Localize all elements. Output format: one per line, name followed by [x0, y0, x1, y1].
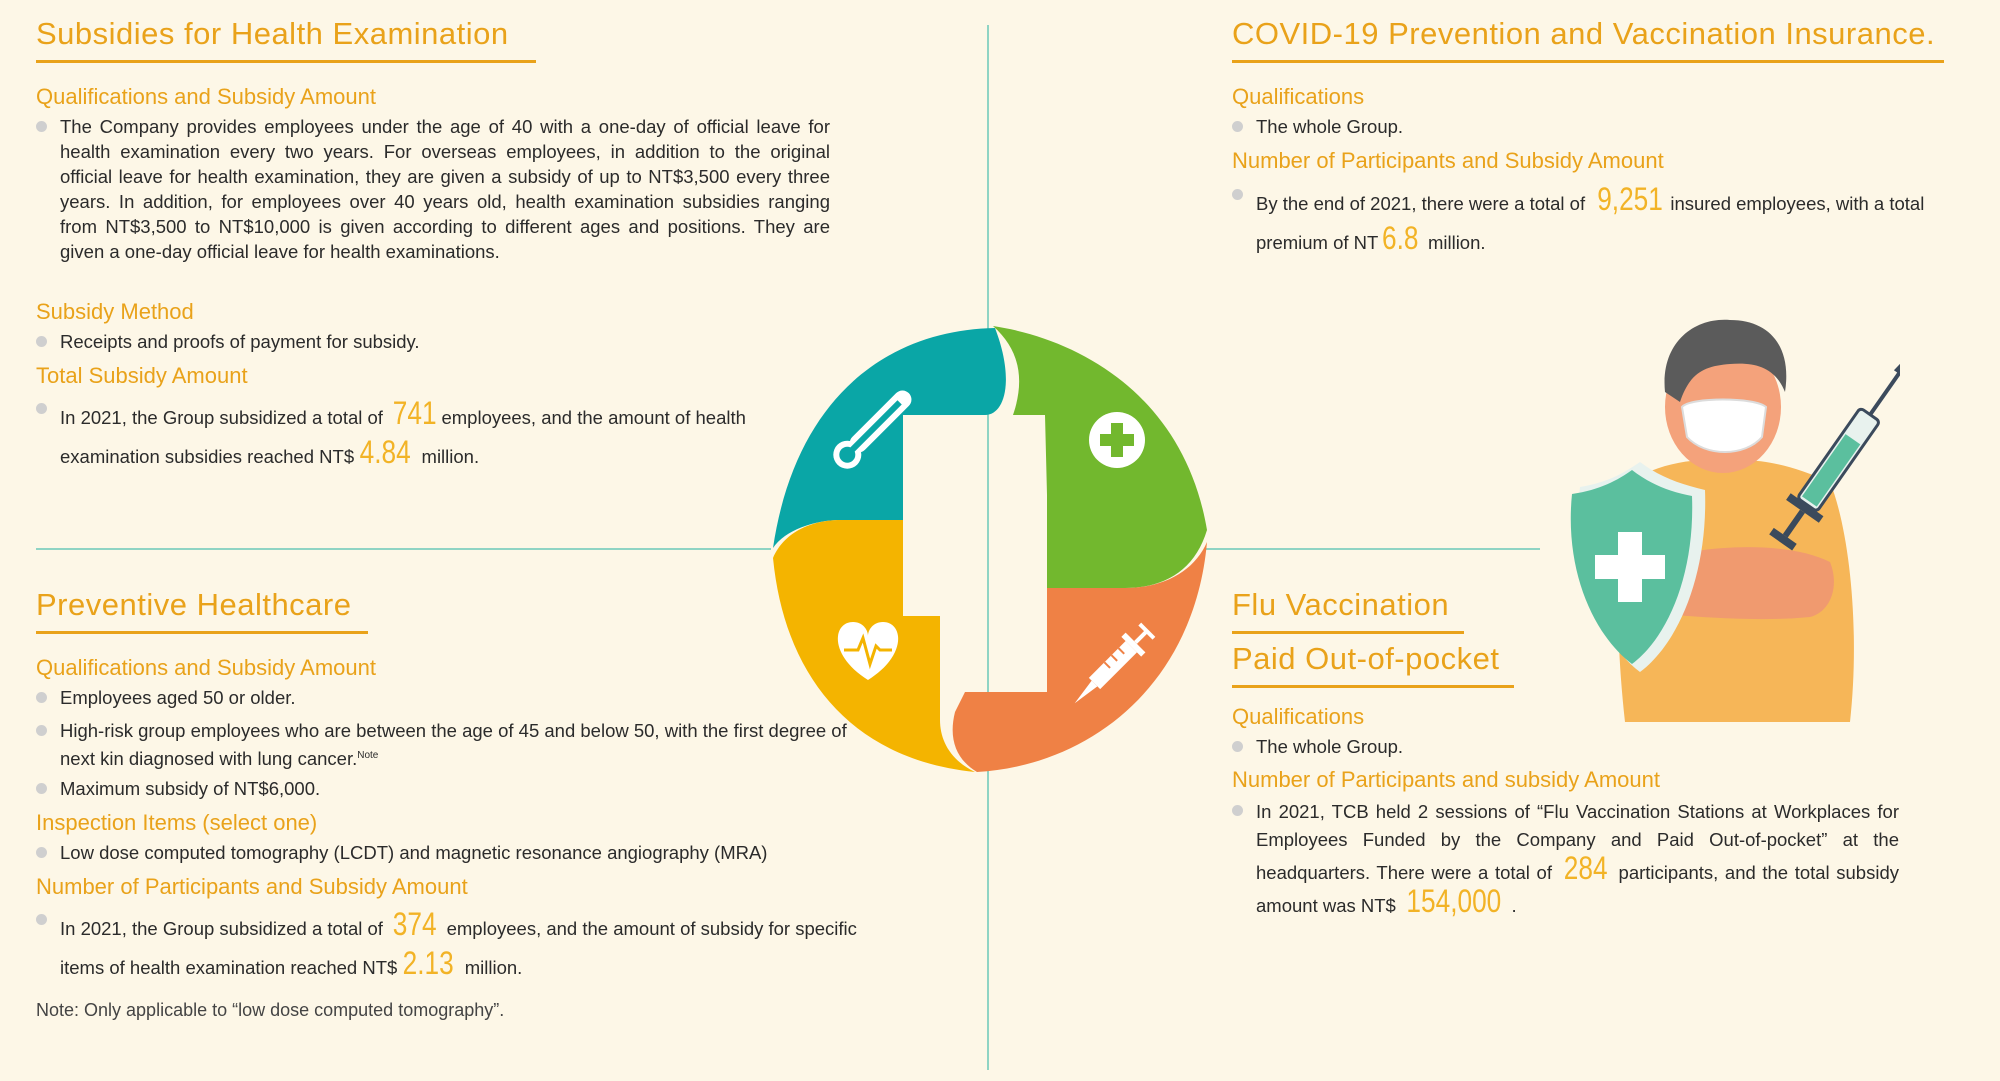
preventive-participants-heading: Number of Participants and Subsidy Amount [36, 874, 468, 899]
face-mask [1682, 400, 1766, 453]
health-exam-method-text: Receipts and proofs of payment for subsidy. [36, 329, 830, 354]
covid-title: COVID-19 Prevention and Vaccination Insurance. [1232, 16, 1944, 63]
vaccinated-person-illustration [1530, 312, 1900, 732]
preventive-qualifications-item-1: Employees aged 50 or older. [36, 685, 860, 710]
preventive-qualifications-item-2: High-risk group employees who are between the age of 45 and below 50, with the first degree of next kin diagnosed with lung cancer.$^{Note}$ [36, 718, 860, 771]
health-exam-title: Subsidies for Health Examination [36, 16, 536, 63]
health-exam-qualifications-text: The Company provides employees under the age of 40 with a one-day of official leave for health examination every two years. For overseas employees, in addition to the original official leave for health examination, they are given a subsidy of up to NT$3,500 every three years. In addition, for employees over 40 years old, health examination subsidies ranging from NT$3,500 to NT$10,000 is given according to different ages and positions. They are given a one-day official leave for health examinations. [36, 114, 830, 264]
health-exam-amount: 4.84 [359, 434, 411, 470]
teal-quadrant [773, 328, 1006, 548]
plus-circle-icon [1089, 412, 1145, 468]
preventive-amount: 2.13 [402, 945, 454, 981]
preventive-footnote: Note: Only applicable to “low dose computed tomography”. [36, 1000, 505, 1020]
flu-title-line-2: Paid Out-of-pocket [1232, 641, 1514, 688]
flu-participants-heading: Number of Participants and subsidy Amount [1232, 767, 1661, 792]
health-exam-total-heading: Total Subsidy Amount [36, 363, 248, 388]
health-exam-method-heading: Subsidy Method [36, 299, 194, 324]
covid-insured-count: 9,251 [1597, 181, 1664, 217]
flu-title-line-1: Flu Vaccination [1232, 587, 1464, 634]
flu-qualifications-heading: Qualifications [1232, 704, 1365, 729]
health-exam-total-text: In 2021, the Group subsidized a total of 741 employees, and the amount of health examination subsidies reached NT$ 4.84 million. [36, 396, 830, 474]
preventive-title: Preventive Healthcare [36, 587, 368, 634]
health-exam-qualifications-heading: Qualifications and Subsidy Amount [36, 84, 376, 109]
flu-participant-count: 284 [1563, 850, 1608, 886]
covid-premium-amount: 6.8 [1382, 220, 1419, 256]
horizontal-divider-left [36, 548, 771, 550]
covid-participants-text: By the end of 2021, there were a total of 9,251 insured employees, with a total premium of NT 6.8 million. [1232, 182, 1991, 260]
health-exam-employee-count: 741 [392, 395, 437, 431]
preventive-inspection-text: Low dose computed tomography (LCDT) and magnetic resonance angiography (MRA) [36, 840, 860, 865]
health-cross-graphic [765, 320, 1215, 780]
flu-subsidy-amount: 154,000 [1406, 883, 1502, 919]
preventive-inspection-heading: Inspection Items (select one) [36, 810, 318, 835]
horizontal-divider-right [1205, 548, 1540, 550]
covid-participants-heading: Number of Participants and Subsidy Amount [1232, 148, 1664, 173]
flu-qualifications-text: The whole Group. [1232, 734, 1996, 759]
preventive-employee-count: 374 [392, 906, 437, 942]
covid-qualifications-text: The whole Group. [1232, 114, 1996, 139]
preventive-participants-text: In 2021, the Group subsidized a total of 374 employees, and the amount of subsidy for specific items of health examination reached NT$ 2.13 million. [36, 907, 860, 985]
covid-qualifications-heading: Qualifications [1232, 84, 1365, 109]
preventive-qualifications-heading: Qualifications and Subsidy Amount [36, 655, 376, 680]
flu-participants-text: In 2021, TCB held 2 sessions of “Flu Vaccination Stations at Workplaces for Employees Funded by the Company and Paid Out-of-pocket” at the headquarters. There were a total of 284 participants, and the total subsidy amount was NT$ 154,000 . [1232, 798, 1899, 920]
preventive-qualifications-item-3: Maximum subsidy of NT$6,000. [36, 776, 860, 801]
